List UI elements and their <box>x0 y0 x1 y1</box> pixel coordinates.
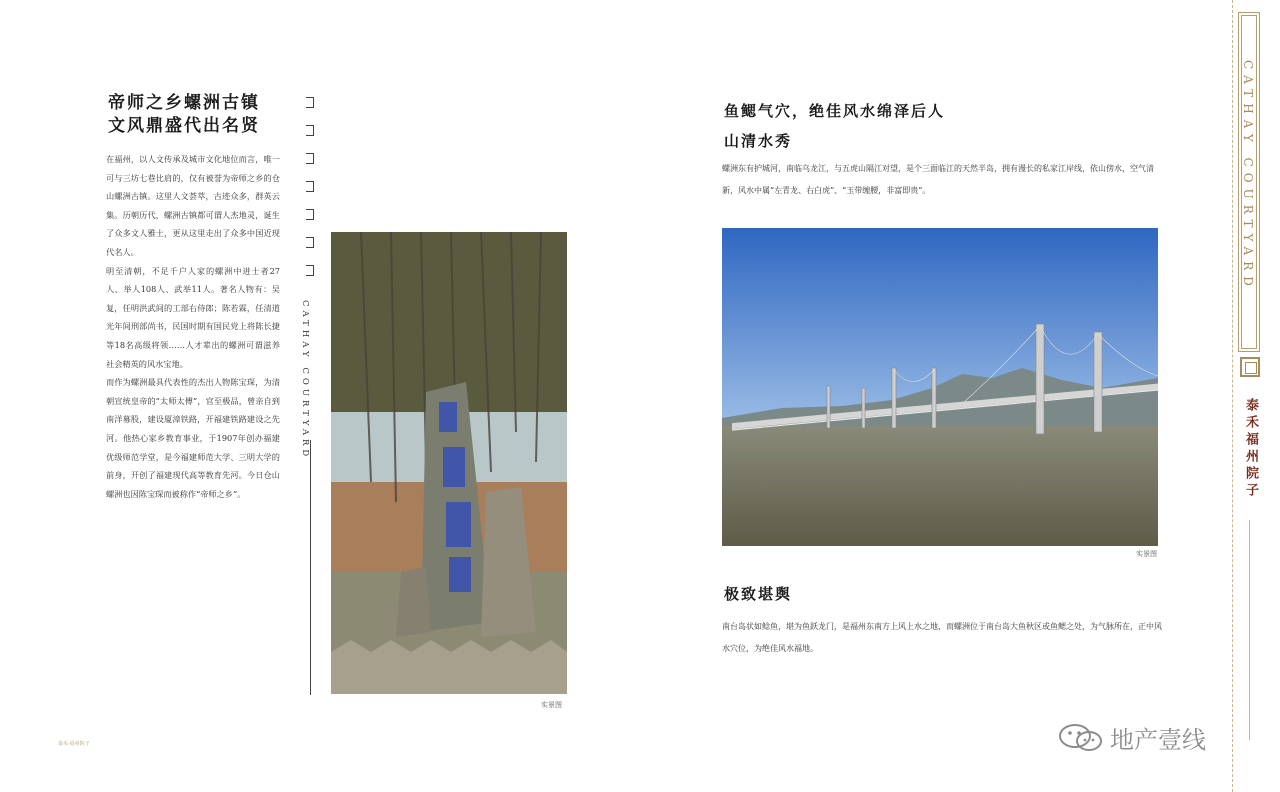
edge-brand-cn: 泰禾福州院子 <box>1243 398 1258 500</box>
footer-label: 泰禾·福州院子 <box>58 741 90 747</box>
brand-logo-icon <box>1240 357 1260 377</box>
paragraph: 在福州，以人文传承及城市文化地位而言，唯一可与三坊七巷比肩的，仅有被誉为帝师之乡的仓山螺洲古镇。这里人文荟萃，古迹众多，群英云集。历朝历代，螺洲古镇都可谓人杰地灵，诞生了众多文人雅士，更从这里走出了众多中国近现代名人。 <box>106 154 280 257</box>
left-page-title <box>108 92 260 138</box>
title-line-2: 文风鼎盛代出名贤 <box>108 116 260 136</box>
section-title: 极致堪舆 <box>724 585 793 603</box>
left-body-text <box>106 150 280 503</box>
stone-monument-photo <box>331 232 567 694</box>
title-line-1: 帝师之乡螺洲古镇 <box>108 93 260 113</box>
section-body: 螺洲东有护城河，南临乌龙江，与五虎山隔江对望，是个三面临江的天然半岛，拥有漫长的私家江岸线，依山傍水，空气清新，风水中属“左青龙、右白虎”、“玉带缠腰，非富即贵”。 <box>722 164 1154 195</box>
edge-brand-en: CATHAY COURTYARD <box>1241 60 1255 292</box>
section-body: 南台岛状如鲶鱼，堪为鱼跃龙门，是福州东南方上风上水之地，而螺洲位于南台岛大鱼秋区或鱼鳃之处，为气脉所在，正中风水穴位，为绝佳风水福地。 <box>722 622 1162 653</box>
paragraph: 而作为螺洲最具代表性的杰出人物陈宝琛，为清朝宣统皇帝的“太师太傅”，官至极品，曾亲自到南洋募股，建设厦漳铁路，开福建铁路建设之先河。他热心家乡教育事业，于1907年创办福建优级师范学堂，是今福建师范大学、三明大学的前身，开创了福建现代高等教育先河。今日仓山螺洲也因陈宝琛而被称作“帝师之乡”。 <box>106 377 280 499</box>
band-divider <box>310 440 311 695</box>
section-title: 山清水秀 <box>724 132 793 150</box>
right-page-title: 鱼鳃气穴，绝佳风水绵泽后人 <box>724 102 946 120</box>
watermark-text: 地产壹线 <box>1110 726 1206 754</box>
wechat-icon <box>1058 722 1104 754</box>
bridge-river-photo <box>722 228 1158 546</box>
photo-caption: 实景图 <box>1136 550 1157 558</box>
paragraph: 明至清朝，不足千户人家的螺洲中进士者27人、举人108人、武举11人。著名人物有：吴复，任明洪武间的工部右侍郎；陈若霖，任清道光年间刑部尚书，民国时期有国民党上将陈长捷等18名高级将领……人才辈出的螺洲可谓滋养社会精英的风水宝地。 <box>106 265 280 369</box>
watermark <box>1058 720 1206 755</box>
edge-divider <box>1249 520 1250 740</box>
edge-dotted-line <box>1232 0 1233 792</box>
band-brand-text: CATHAY COURTYARD <box>300 300 310 461</box>
photo-caption: 实景图 <box>541 701 562 709</box>
